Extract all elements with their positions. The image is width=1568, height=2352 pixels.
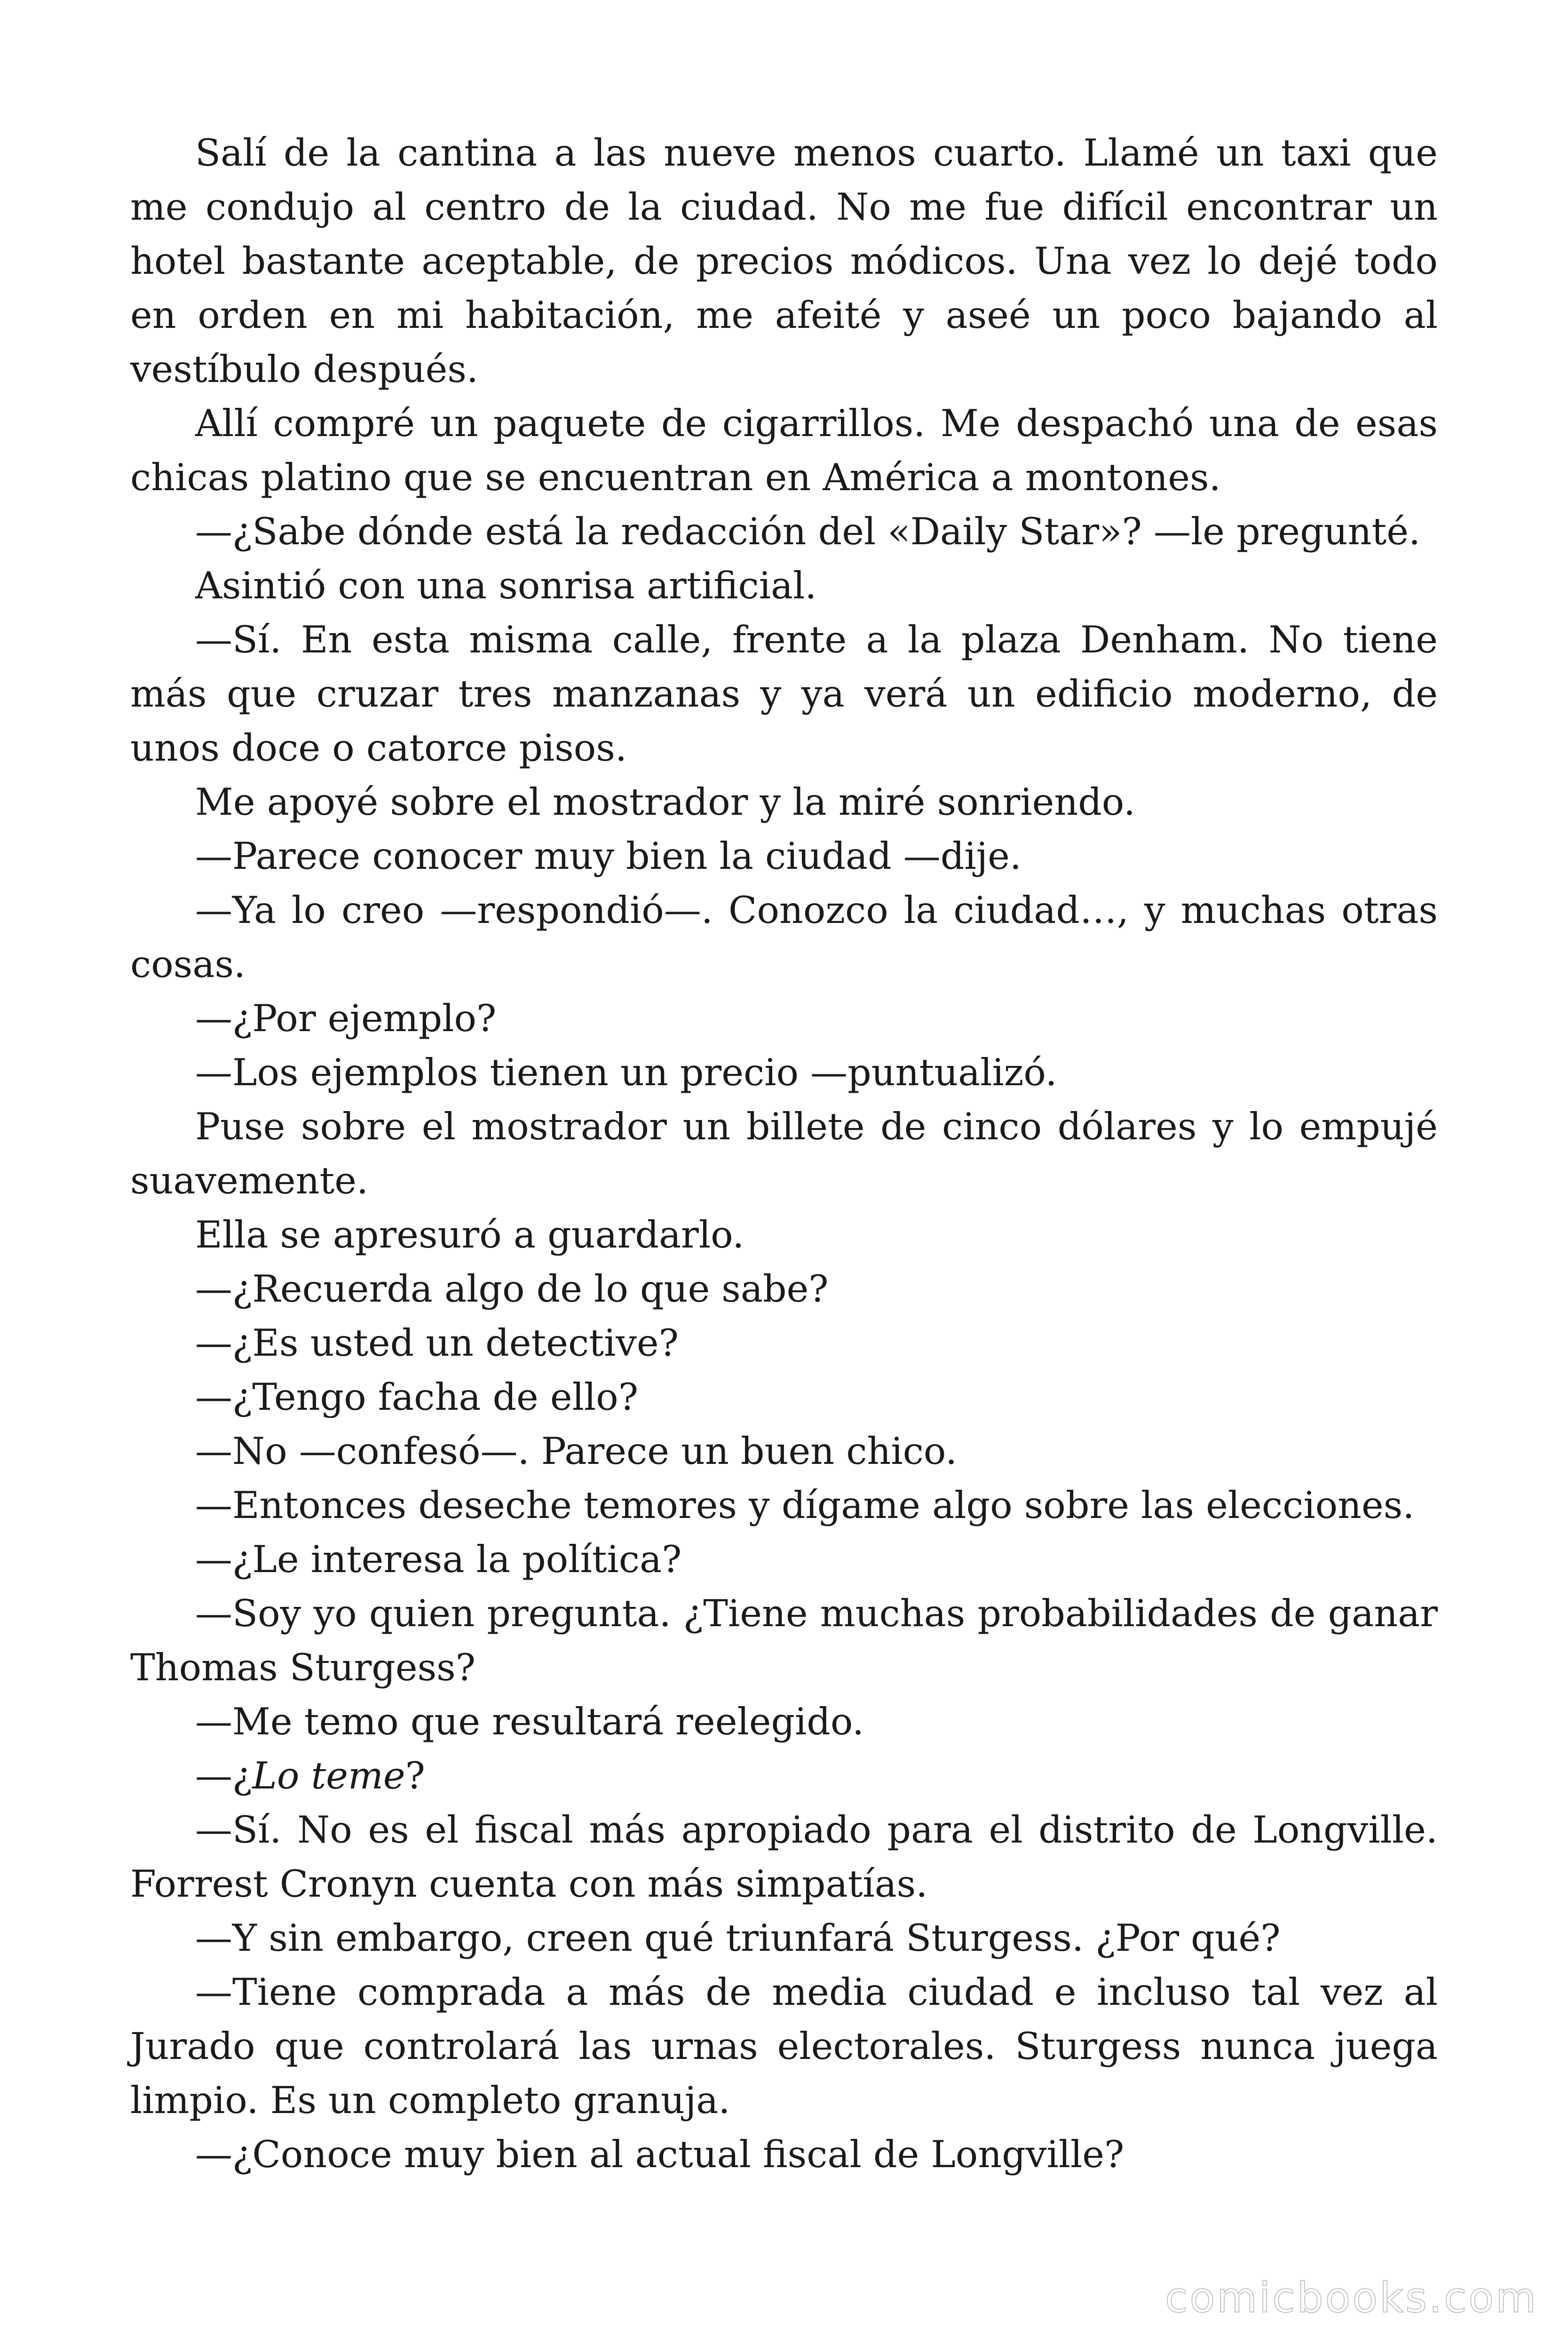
paragraph: —No —confesó—. Parece un buen chico. [195,1430,958,1473]
paragraph: —¿Es usted un detective? [195,1321,679,1365]
paragraph: —Sí. No es el fiscal más apropiado para el distrito de Longville. Forrest Cronyn cuenta con más simpatías. [130,1808,1438,1906]
paragraph: —Ya lo creo —respondió—. Conozco la ciudad…, y muchas otras cosas. [130,889,1438,986]
paragraph: —Sí. En esta misma calle, frente a la plaza Denham. No tiene más que cruzar tres manzanas y ya verá un edificio moderno, de unos doce o catorce pisos. [130,618,1438,770]
paragraph: Allí compré un paquete de cigarrillos. Me despachó una de esas chicas platino que se encuentran en América a montones. [130,402,1438,499]
paragraph: —¿Sabe dónde está la redacción del «Daily Star»? —le pregunté. [195,510,1421,553]
paragraph: —¿Tengo facha de ello? [195,1375,639,1419]
paragraph: —Me temo que resultará reelegido. [195,1700,864,1743]
paragraph: Me apoyé sobre el mostrador y la miré sonriendo. [195,780,1136,824]
paragraph: —Y sin embargo, creen qué triunfará Sturgess. ¿Por qué? [195,1916,1281,1960]
paragraph: —¿Recuerda algo de lo que sabe? [195,1267,829,1311]
paragraph-italic-question: —¿Lo teme? [195,1754,426,1797]
paragraph: —¿Le interesa la política? [195,1538,682,1581]
paragraph: —Soy yo quien pregunta. ¿Tiene muchas probabilidades de ganar Thomas Sturgess? [130,1592,1438,1689]
italic-phrase: Lo teme [252,1754,405,1797]
paragraph: Salí de la cantina a las nueve menos cuarto. Llamé un taxi que me condujo al centro de la ciudad. No me fue difícil encontrar un hotel bastante aceptable, de precios módicos. Una vez lo dejé todo en orden en mi habitación, me afeité y aseé un poco bajando al vestíbulo después. [130,131,1438,391]
paragraph: Puse sobre el mostrador un billete de cinco dólares y lo empujé suavemente. [130,1105,1438,1202]
paragraph: —¿Conoce muy bien al actual fiscal de Longville? [195,2133,1125,2176]
paragraph: Ella se apresuró a guardarlo. [195,1213,744,1256]
paragraph: —¿Por ejemplo? [195,997,497,1040]
paragraph: —Los ejemplos tienen un precio —puntualizó. [195,1051,1057,1094]
book-page-text [130,126,1438,2182]
paragraph: —Entonces deseche temores y dígame algo sobre las elecciones. [195,1484,1415,1527]
paragraph: —Tiene comprada a más de media ciudad e incluso tal vez al Jurado que controlará las urnas electorales. Sturgess nunca juega limpio. Es un completo granuja. [130,1971,1438,2122]
paragraph: Asintió con una sonrisa artificial. [195,564,817,607]
watermark-logo: comicbooks.com [1164,2273,1538,2322]
paragraph: —Parece conocer muy bien la ciudad —dije. [195,834,1022,878]
